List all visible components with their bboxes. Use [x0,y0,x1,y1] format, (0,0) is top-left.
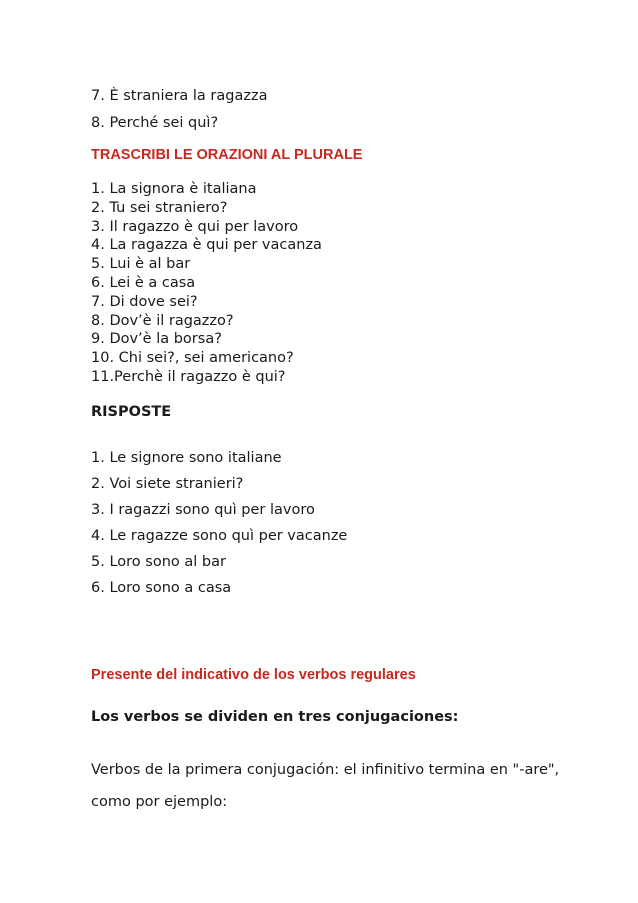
body-paragraph: Verbos de la primera conjugación: el infinitivo termina en "-are", como por ejemplo: [91,762,560,810]
section-subtitle: Los verbos se dividen en tres conjugaciones: [91,709,459,725]
list-item: 1. Le signore sono italiane [91,450,282,466]
answers-list [91,445,347,601]
list-item: 11.Perchè il ragazzo è qui? [91,368,286,385]
list-item: 3. Il ragazzo è qui per lavoro [91,218,299,235]
list-item: 6. Loro sono a casa [91,580,232,596]
section-heading-answers: RISPOSTE [91,404,172,420]
exercise-list [91,180,322,387]
list-item: 2. Tu sei straniero? [91,199,228,216]
list-item: 1. La signora è italiana [91,181,257,197]
list-item: 6. Lei è a casa [91,274,196,291]
list-item: 4. Le ragazze sono quì per vacanze [91,528,348,544]
list-item: 5. Loro sono al bar [91,554,226,570]
intro-line: 8. Perché sei quì? [91,115,219,131]
list-item: 10. Chi sei?, sei americano? [91,350,294,367]
list-item: 5. Lui è al bar [91,256,191,273]
list-item: 3. I ragazzi sono quì per lavoro [91,502,315,518]
section-heading-plural: TRASCRIBI LE ORAZIONI AL PLURALE [91,147,363,163]
list-item: 8. Dov’è il ragazzo? [91,312,234,329]
list-item: 2. Voi siete stranieri? [91,476,244,492]
section-heading-present: Presente del indicativo de los verbos regulares [91,667,416,683]
list-item: 4. La ragazza è qui per vacanza [91,237,322,254]
intro-line: 7. È straniera la ragazza [91,88,268,104]
list-item: 9. Dov’è la borsa? [91,331,222,348]
list-item: 7. Di dove sei? [91,293,198,310]
